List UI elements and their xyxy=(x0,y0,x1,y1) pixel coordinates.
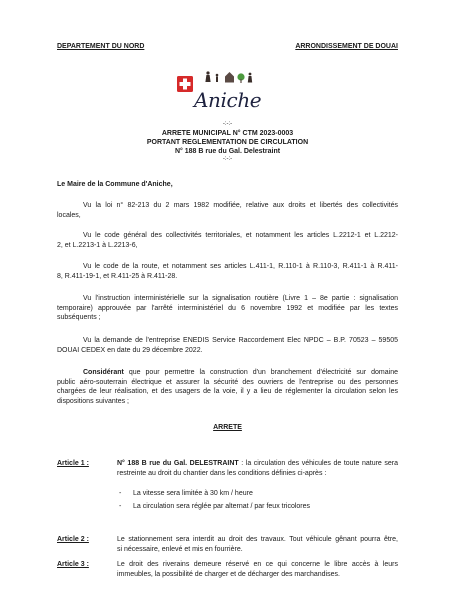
title-line: PORTANT REGLEMENTATION DE CIRCULATION xyxy=(146,138,309,146)
paragraph-line xyxy=(117,459,398,469)
department-heading: DEPARTEMENT DU NORD xyxy=(57,43,145,50)
city-emblem-icon xyxy=(177,76,193,92)
visa-paragraph xyxy=(57,336,398,355)
bullet-marker: - xyxy=(119,490,122,497)
article-text xyxy=(117,459,398,478)
visa-paragraph xyxy=(57,201,398,220)
bullet-marker: - xyxy=(119,503,122,510)
list-item xyxy=(119,489,398,499)
article-text xyxy=(117,535,398,554)
considerant-lead: Considérant xyxy=(83,369,124,376)
aniche-logo xyxy=(170,62,270,114)
paragraph-line: public aéro-souterrain électrique et assurer la sécurité des ouvriers de l'entreprise ou des personnes xyxy=(57,378,398,386)
paragraph-line: dispositions suivantes ; xyxy=(57,397,129,405)
paragraph-line: Le stationnement sera interdit au droit des travaux. Tout véhicule gênant pourra être, xyxy=(117,536,398,543)
article-label: Article 1 : xyxy=(57,460,89,467)
bullet-text: La circulation sera réglée par alternat / par feux tricolores xyxy=(133,503,311,510)
list-item xyxy=(119,502,398,512)
paragraph-line: Vu la loi n° 82-213 du 2 mars 1982 modifiée, relative aux droits et libertés des collectivités xyxy=(83,202,398,209)
visa-paragraph xyxy=(57,294,398,323)
visa-paragraph xyxy=(57,262,398,281)
paragraph-text: que pour permettre la construction d'un branchement d'électricité sur domaine xyxy=(123,369,398,376)
paragraph-line: 8, R.411-19-1, et R.411-25 à R.411-28. xyxy=(57,272,178,280)
article-label: Article 3 : xyxy=(57,561,89,568)
logo-silhouettes-icon xyxy=(205,71,252,83)
paragraph-line: immeubles, la possibilité de charger et de décharger des marchandises. xyxy=(117,570,340,578)
paragraph-line: chargées de leur réalisation, et des usagers de la voie, il y a lieu de réglementer la circulation selon les xyxy=(57,388,398,395)
paragraph-text: : la circulation des véhicules de toute nature sera xyxy=(238,460,399,467)
paragraph-line: si nécessaire, enlevé et mis en fourrière. xyxy=(117,545,243,553)
paragraph-line: locales, xyxy=(57,211,81,219)
paragraph-line: DOUAI CEDEX en date du 29 décembre 2022. xyxy=(57,346,203,354)
paragraph-line: restreinte au droit du chantier dans les conditions définies ci-après : xyxy=(117,469,327,477)
paragraph-line: Le droit des riverains demeure réservé en ce qui concerne le libre accès à leurs xyxy=(117,561,398,568)
article-label: Article 2 : xyxy=(57,536,89,543)
article-text xyxy=(117,560,398,579)
paragraph-line: Vu la demande de l'entreprise ENEDIS Service Raccordement Elec NPDC – B.P. 70523 – 59505 xyxy=(83,337,398,344)
bullet-text: La vitesse sera limitée à 30 km / heure xyxy=(133,490,253,497)
mayor-intro: Le Maire de la Commune d'Aniche, xyxy=(57,181,173,188)
paragraph-line: subséquents ; xyxy=(57,314,101,321)
paragraph-line: Vu le code général des collectivités territoriales, et notamment les articles L.2212-1 et L.2212- xyxy=(83,232,398,239)
considerant-paragraph xyxy=(57,368,398,406)
decision-heading: ARRETE xyxy=(213,424,242,431)
paragraph-line: Vu le code de la route, et notamment ses articles L.411-1, R.110-1 à R.110-3, R.411-1 à R.411- xyxy=(83,263,398,270)
arrondissement-heading: ARRONDISSEMENT DE DOUAI xyxy=(295,43,398,50)
logo-wordmark: Aniche xyxy=(194,88,262,112)
paragraph-line: 2, et L.2213-1 à L.2213-6, xyxy=(57,241,138,249)
title-line: N° 188 B rue du Gal. Delestraint xyxy=(174,147,281,155)
paragraph-line: Vu l'instruction interministérielle sur la signalisation routière (Livre 1 – 8e partie : signalisation xyxy=(83,295,398,302)
paragraph-line: temporaire) approuvée par l'arrêté interministériel du 6 novembre 1992 et modifiée par les textes xyxy=(57,304,398,312)
separator: -:-:- xyxy=(222,156,233,162)
visa-paragraph xyxy=(57,231,398,250)
decree-title xyxy=(57,129,398,156)
paragraph-line xyxy=(57,368,398,378)
article-lead: N° 188 B rue du Gal. DELESTRAINT xyxy=(117,460,239,467)
title-line: ARRETE MUNICIPAL N° CTM 2023-0003 xyxy=(161,129,294,137)
separator: -:-:- xyxy=(222,120,233,127)
